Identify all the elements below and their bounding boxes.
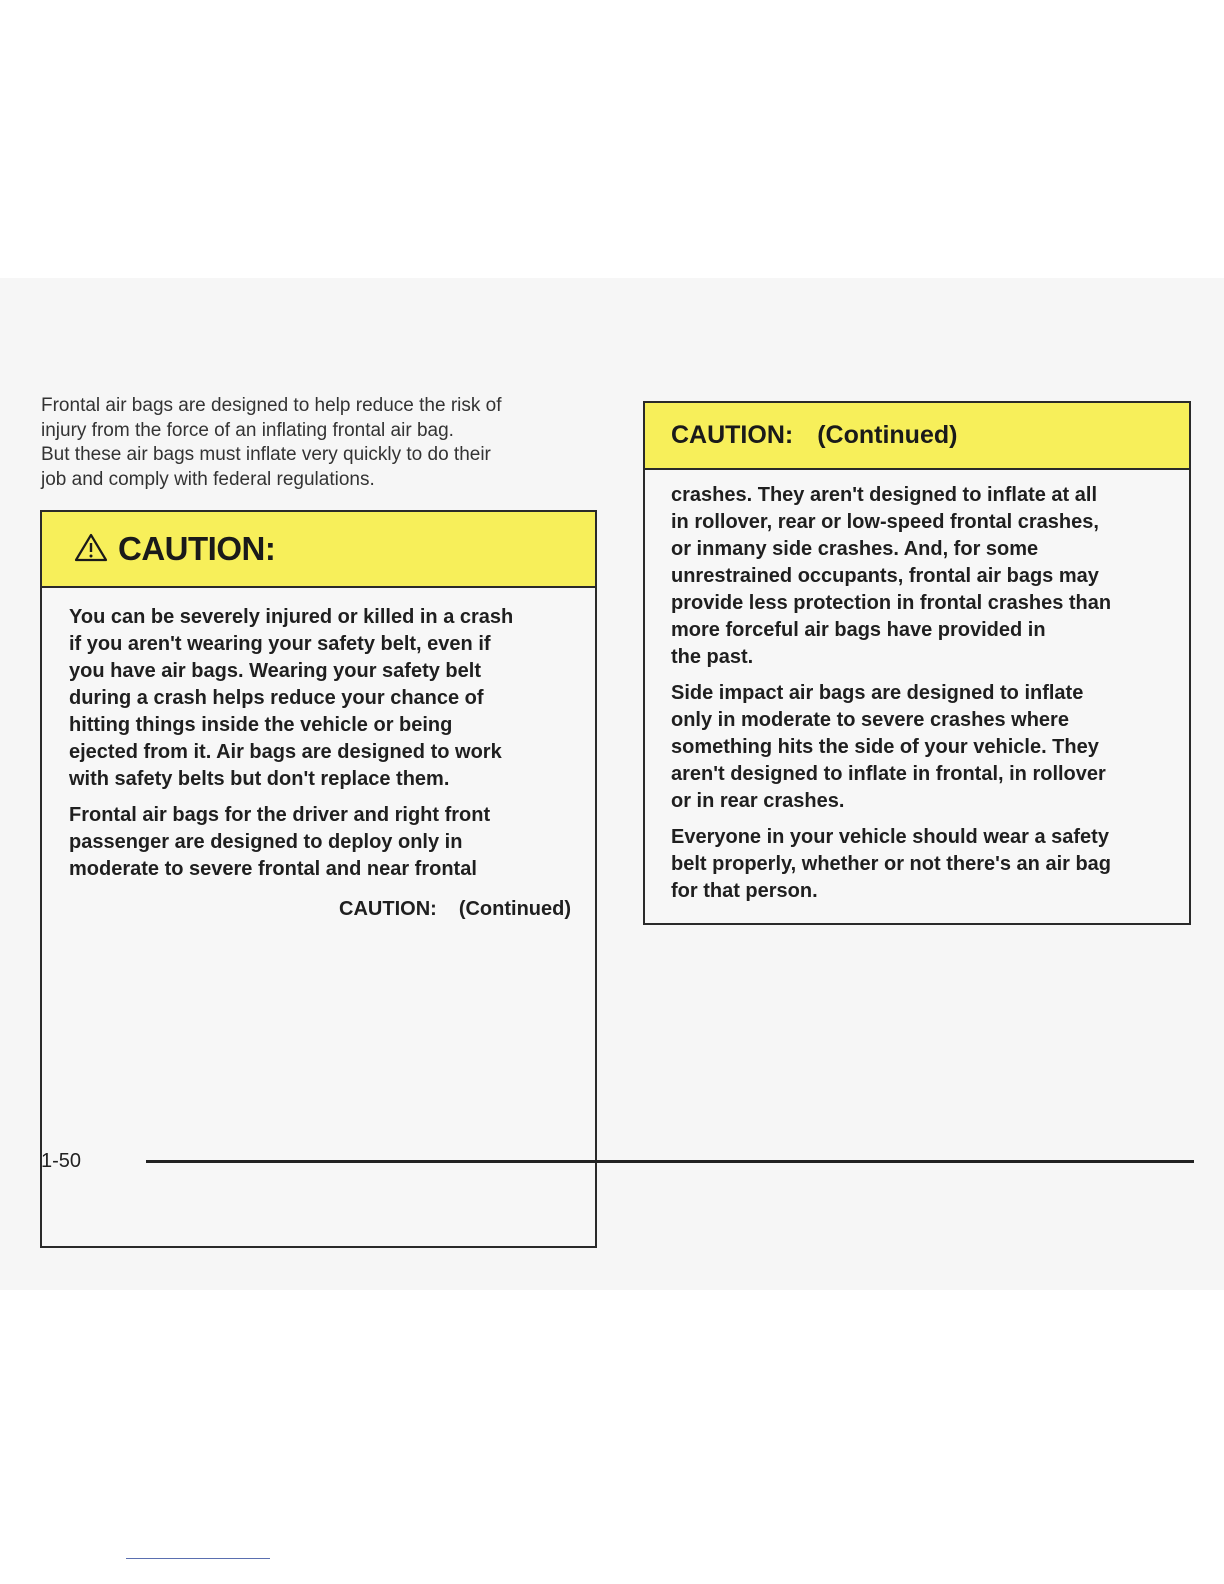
caution-title: CAUTION: <box>671 421 794 449</box>
intro-line: But these air bags must inflate very quickly to do their <box>41 444 491 465</box>
link-underline <box>126 1558 270 1559</box>
intro-line: job and comply with federal regulations. <box>41 468 375 490</box>
intro-line: injury from the force of an inflating frontal air bag. <box>41 419 454 441</box>
caution-paragraph <box>671 680 1165 815</box>
caution-line: the past. <box>671 646 754 668</box>
caution-paragraph <box>69 604 571 793</box>
caution-body <box>645 470 1189 905</box>
continued-suffix: (Continued) <box>458 898 571 920</box>
page-number: 1-50 <box>41 1150 82 1172</box>
caution-line: more forceful air bags have provided in <box>671 619 1046 641</box>
intro-paragraph <box>41 394 601 492</box>
caution-line: during a crash helps reduce your chance of <box>69 687 484 709</box>
caution-line: moderate to severe frontal and near frontal <box>69 858 477 880</box>
caution-line: ejected from it. Air bags are designed to work <box>69 741 502 763</box>
caution-box-right <box>643 401 1191 925</box>
caution-line: hitting things inside the vehicle or being <box>69 714 453 736</box>
caution-line: or in rear crashes. <box>671 790 845 812</box>
caution-line: something hits the side of your vehicle. They <box>671 736 1099 758</box>
caution-continued-tag <box>69 896 571 923</box>
intro-line: Frontal air bags are designed to help reduce the risk of <box>41 395 502 416</box>
caution-line: for that person. <box>671 880 818 902</box>
caution-title-continued <box>671 421 957 450</box>
caution-box-left <box>40 510 597 1248</box>
caution-line: provide less protection in frontal crashes than <box>671 592 1112 614</box>
caution-line: only in moderate to severe crashes where <box>671 709 1069 731</box>
continued-suffix: (Continued) <box>817 421 958 449</box>
caution-line: with safety belts but don't replace them. <box>69 768 450 790</box>
caution-paragraph <box>671 824 1165 905</box>
caution-line: passenger are designed to deploy only in <box>69 831 463 853</box>
caution-line: or inmany side crashes. And, for some <box>671 538 1039 560</box>
caution-line: Side impact air bags are designed to inflate <box>671 682 1084 704</box>
caution-line: Frontal air bags for the driver and right front <box>69 804 491 826</box>
caution-header-continued <box>645 403 1189 470</box>
warning-triangle-icon <box>74 532 108 562</box>
caution-line: in rollover, rear or low-speed frontal crashes, <box>671 511 1099 533</box>
caution-line: aren't designed to inflate in frontal, in rollover <box>671 763 1106 785</box>
caution-header <box>42 512 595 588</box>
caution-paragraph <box>69 802 571 883</box>
caution-line: crashes. They aren't designed to inflate at all <box>671 484 1097 506</box>
caution-paragraph <box>671 482 1165 671</box>
caution-line: Everyone in your vehicle should wear a safety <box>671 826 1109 848</box>
continued-label: CAUTION: <box>339 898 437 920</box>
caution-line: you have air bags. Wearing your safety belt <box>69 660 481 682</box>
manual-page <box>0 278 1224 1290</box>
caution-body <box>42 588 595 923</box>
caution-line: You can be severely injured or killed in a crash <box>69 606 514 628</box>
caution-line: belt properly, whether or not there's an air bag <box>671 853 1112 875</box>
footer-rule <box>146 1160 1194 1163</box>
caution-line: if you aren't wearing your safety belt, even if <box>69 633 491 655</box>
caution-line: unrestrained occupants, frontal air bags may <box>671 565 1099 587</box>
caution-title: CAUTION: <box>118 530 276 567</box>
